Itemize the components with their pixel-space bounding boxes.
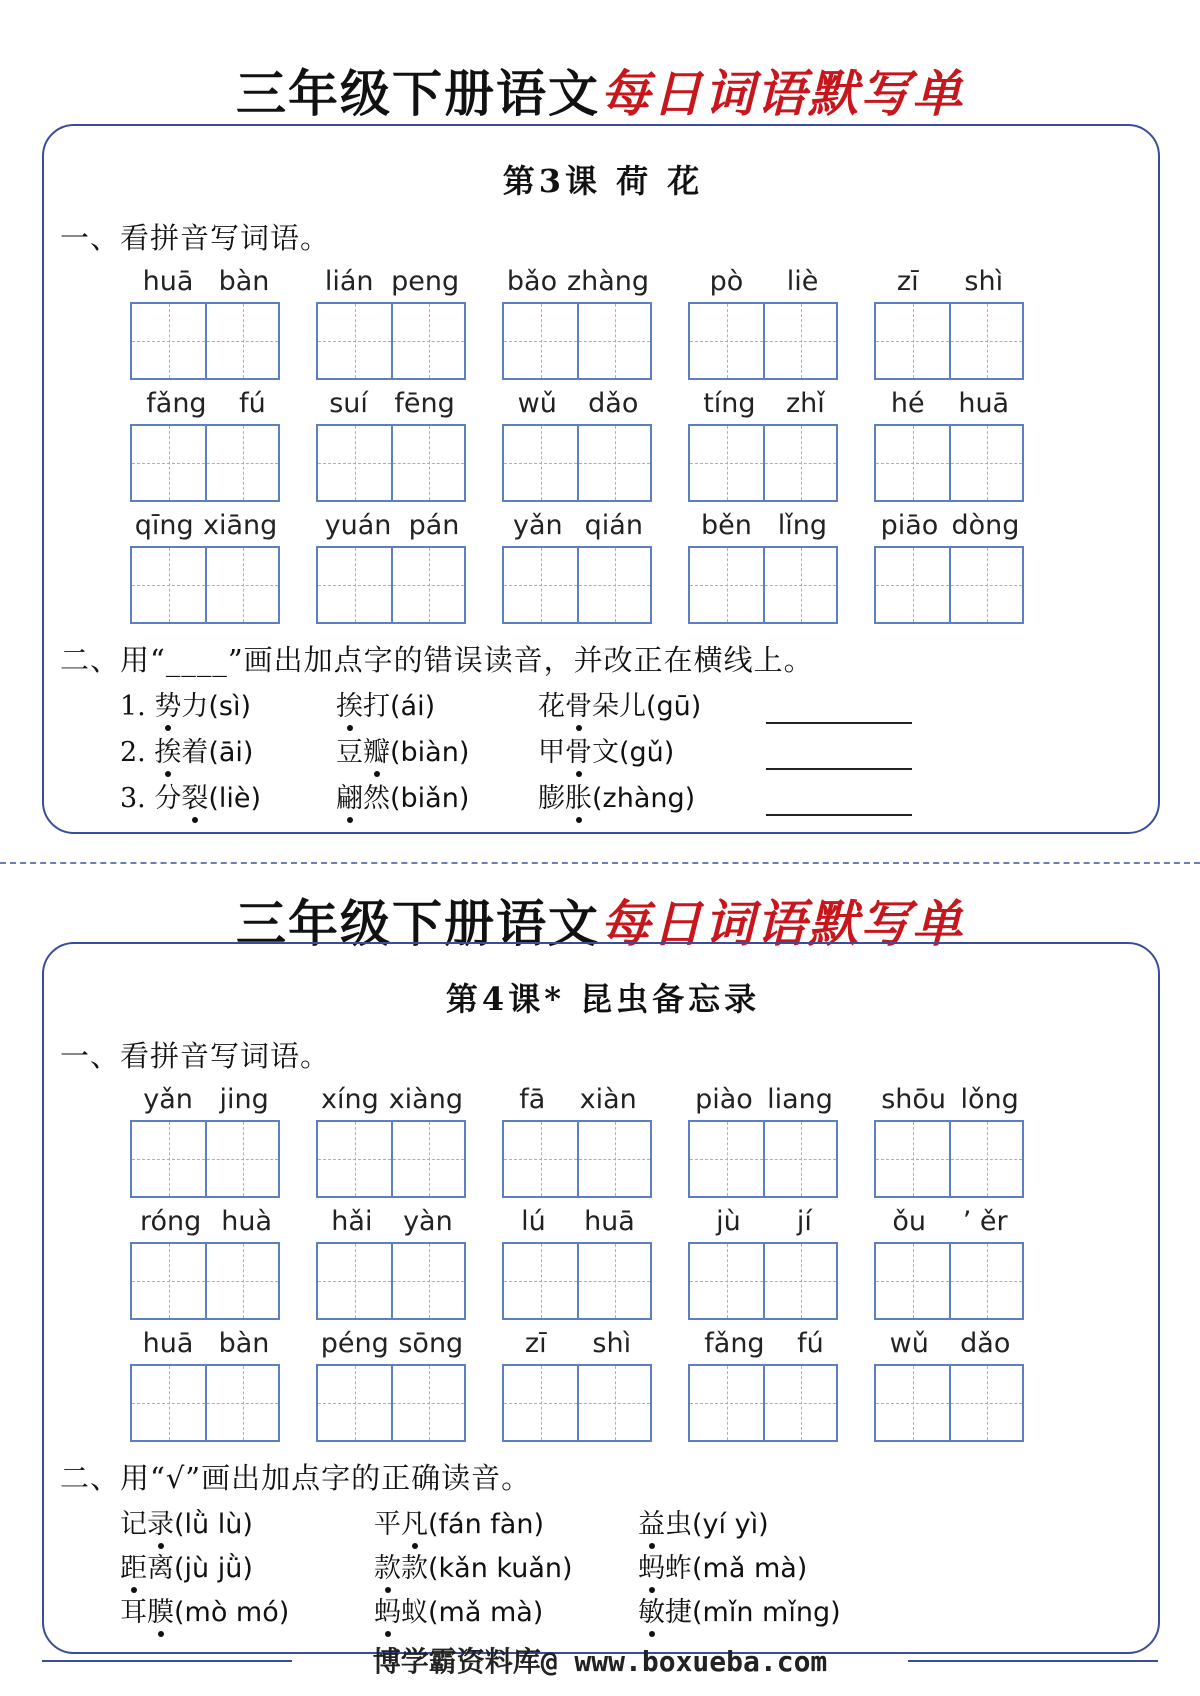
tianzige-cell[interactable] <box>132 426 205 500</box>
pinyin-syllable: shōu <box>881 1084 947 1115</box>
pinyin-syllable: liang <box>767 1084 833 1115</box>
tianzige-cell[interactable] <box>690 304 763 378</box>
pinyin-prompt <box>874 388 1026 422</box>
pinyin-prompt <box>688 266 840 300</box>
pinyin-prompt <box>874 1084 1026 1118</box>
tianzige-cell[interactable] <box>876 548 949 622</box>
tianzige-cell[interactable] <box>949 426 1022 500</box>
tianzige-cell[interactable] <box>763 548 836 622</box>
pinyin-syllable: pò <box>709 266 744 297</box>
item-text-prefix: 豆 <box>336 737 363 768</box>
sheet2-choice-item <box>374 1546 573 1585</box>
item-text-reading: 捷(mǐn mǐng) <box>665 1597 841 1628</box>
item-text-reading: 款(kǎn kuǎn) <box>401 1553 573 1584</box>
writing-grid[interactable] <box>688 1120 838 1198</box>
cut-divider <box>0 862 1200 864</box>
tianzige-cell[interactable] <box>504 548 577 622</box>
tianzige-cell[interactable] <box>690 548 763 622</box>
item-text-reading: (mò mó) <box>174 1597 290 1628</box>
item-text-reading: (fán fàn) <box>428 1509 544 1540</box>
sheet2-panel <box>42 942 1160 1654</box>
pinyin-prompt <box>502 510 654 544</box>
sheet2-choice-item <box>120 1546 253 1585</box>
sheet1-error-item <box>538 684 701 723</box>
dotted-character[interactable]: 蚂 <box>638 1546 665 1585</box>
sheet1-error-item <box>538 730 674 769</box>
pinyin-syllable: huā <box>142 1328 194 1359</box>
writing-grid[interactable] <box>316 546 466 624</box>
sheet1-section1-heading: 一、看拼音写词语。 <box>60 221 331 255</box>
pinyin-prompt <box>130 1084 282 1118</box>
tianzige-cell[interactable] <box>205 1122 278 1196</box>
pinyin-syllable: hǎi <box>331 1206 373 1237</box>
sheet2-title-highlight: 每日词语默写单 <box>600 894 964 953</box>
tianzige-cell[interactable] <box>391 1244 464 1318</box>
pinyin-prompt <box>316 388 468 422</box>
sheet1-error-item <box>120 776 261 815</box>
sheet1-title <box>0 54 1200 126</box>
pinyin-syllable: jù <box>716 1206 741 1237</box>
sheet1-title-main: 三年级下册语文 <box>236 64 600 123</box>
pinyin-prompt <box>874 266 1026 300</box>
writing-grid[interactable] <box>874 424 1024 502</box>
tianzige-cell[interactable] <box>876 1244 949 1318</box>
tianzige-cell[interactable] <box>318 304 391 378</box>
tianzige-cell[interactable] <box>577 548 650 622</box>
pinyin-prompt <box>502 388 654 422</box>
tianzige-cell[interactable] <box>763 426 836 500</box>
pinyin-syllable: xiàng <box>388 1084 463 1115</box>
item-text-reading: 离(jù jǜ) <box>147 1553 253 1584</box>
sheet1-lesson-title: 第3课 荷 花 <box>502 162 704 200</box>
sheet1-error-item <box>120 730 253 769</box>
item-text-reading: 朵儿(gū) <box>592 691 702 722</box>
pinyin-prompt <box>502 1084 654 1118</box>
writing-grid[interactable] <box>688 1242 838 1320</box>
tianzige-cell[interactable] <box>876 426 949 500</box>
item-text-reading: (liè) <box>208 783 262 814</box>
dotted-character[interactable]: 敏 <box>638 1590 665 1629</box>
pinyin-syllable: fú <box>239 388 266 419</box>
tianzige-cell[interactable] <box>690 1244 763 1318</box>
item-text-reading: 打(ái) <box>363 691 436 722</box>
pinyin-syllable: bàn <box>218 1328 270 1359</box>
pinyin-syllable: ’ ěr <box>962 1206 1008 1237</box>
writing-grid[interactable] <box>130 1120 280 1198</box>
pinyin-syllable: fēng <box>394 388 455 419</box>
pinyin-syllable: wǔ <box>517 388 557 419</box>
pinyin-syllable: piāo <box>880 510 939 541</box>
dotted-character[interactable]: 挨 <box>336 684 363 723</box>
pinyin-prompt <box>688 510 840 544</box>
tianzige-cell[interactable] <box>132 1366 205 1440</box>
pinyin-prompt <box>874 510 1026 544</box>
pinyin-syllable: lú <box>521 1206 546 1237</box>
writing-grid[interactable] <box>874 546 1024 624</box>
writing-grid[interactable] <box>688 424 838 502</box>
item-text-reading: 然(biǎn) <box>363 783 470 814</box>
pinyin-syllable: lǐng <box>777 510 828 541</box>
tianzige-cell[interactable] <box>132 1122 205 1196</box>
writing-grid[interactable] <box>130 424 280 502</box>
pinyin-syllable: dǎo <box>960 1328 1011 1359</box>
writing-grid[interactable] <box>502 546 652 624</box>
pinyin-syllable: qīng <box>134 510 194 541</box>
dotted-character[interactable]: 骨 <box>565 684 592 723</box>
writing-grid[interactable] <box>688 302 838 380</box>
pinyin-syllable: yàn <box>403 1206 453 1237</box>
pinyin-prompt <box>874 1328 1026 1362</box>
dotted-character[interactable]: 凡 <box>401 1502 428 1541</box>
answer-blank-line[interactable] <box>766 814 912 816</box>
item-text-reading: 虫(yí yì) <box>665 1509 769 1540</box>
item-text-prefix: 膨 <box>538 783 565 814</box>
tianzige-cell[interactable] <box>318 426 391 500</box>
pinyin-syllable: shì <box>592 1328 632 1359</box>
answer-blank-line[interactable] <box>766 768 912 770</box>
item-text-reading: (zhàng) <box>592 783 696 814</box>
tianzige-cell[interactable] <box>763 1244 836 1318</box>
writing-grid[interactable] <box>316 424 466 502</box>
pinyin-prompt <box>316 1084 468 1118</box>
pinyin-syllable: yuán <box>324 510 392 541</box>
pinyin-syllable: qián <box>584 510 643 541</box>
item-text-reading: 蚱(mǎ mà) <box>665 1553 808 1584</box>
writing-grid[interactable] <box>316 302 466 380</box>
sheet2-title-main: 三年级下册语文 <box>236 894 600 953</box>
writing-grid[interactable] <box>502 1242 652 1320</box>
sheet1-section2-heading: 二、用“____”画出加点字的错误读音，并改正在横线上。 <box>60 643 814 677</box>
pinyin-prompt <box>688 1084 840 1118</box>
writing-grid[interactable] <box>502 1120 652 1198</box>
pinyin-syllable: yǎn <box>513 510 563 541</box>
sheet1-error-item <box>336 776 469 815</box>
writing-grid[interactable] <box>130 302 280 380</box>
pinyin-syllable: lǒng <box>960 1084 1019 1115</box>
tianzige-cell[interactable] <box>504 1122 577 1196</box>
footer-watermark: 博学霸资料库@ www.boxueba.com <box>372 1645 828 1678</box>
pinyin-syllable: pán <box>408 510 460 541</box>
dotted-character[interactable]: 款 <box>374 1546 401 1585</box>
pinyin-syllable: zhǐ <box>785 388 825 419</box>
writing-grid[interactable] <box>130 1242 280 1320</box>
sheet1-error-item <box>120 684 251 723</box>
pinyin-syllable: xiàn <box>579 1084 637 1115</box>
pinyin-syllable: zī <box>896 266 919 297</box>
pinyin-syllable: dòng <box>951 510 1020 541</box>
item-text-prefix: 1. <box>120 691 155 722</box>
item-text-reading: 蚁(mǎ mà) <box>401 1597 544 1628</box>
tianzige-cell[interactable] <box>205 1366 278 1440</box>
dotted-character[interactable]: 距 <box>120 1546 147 1585</box>
writing-grid[interactable] <box>874 1120 1024 1198</box>
tianzige-cell[interactable] <box>690 1122 763 1196</box>
item-text-prefix: 甲 <box>538 737 565 768</box>
writing-grid[interactable] <box>316 1364 466 1442</box>
pinyin-syllable: hé <box>890 388 925 419</box>
pinyin-syllable: ǒu <box>892 1206 926 1237</box>
pinyin-syllable: běn <box>700 510 752 541</box>
tianzige-cell[interactable] <box>205 1244 278 1318</box>
tianzige-cell[interactable] <box>132 304 205 378</box>
tianzige-cell[interactable] <box>391 548 464 622</box>
pinyin-syllable: róng <box>139 1206 202 1237</box>
tianzige-cell[interactable] <box>577 1366 650 1440</box>
pinyin-syllable: jí <box>796 1206 812 1237</box>
item-text-reading: 力(sì) <box>181 691 251 722</box>
sheet2-choice-item <box>120 1502 253 1541</box>
dotted-character[interactable]: 录 <box>147 1502 174 1541</box>
pinyin-syllable: wǔ <box>889 1328 929 1359</box>
pinyin-syllable: suí <box>329 388 368 419</box>
writing-grid[interactable] <box>874 1364 1024 1442</box>
item-text-reading: (lǜ lù) <box>174 1509 253 1540</box>
pinyin-syllable: péng <box>320 1328 389 1359</box>
tianzige-cell[interactable] <box>391 1122 464 1196</box>
pinyin-prompt <box>316 1206 468 1240</box>
writing-grid[interactable] <box>316 1242 466 1320</box>
tianzige-cell[interactable] <box>577 1244 650 1318</box>
answer-blank-line[interactable] <box>766 722 912 724</box>
tianzige-cell[interactable] <box>690 426 763 500</box>
tianzige-cell[interactable] <box>949 1244 1022 1318</box>
pinyin-syllable: huā <box>958 388 1010 419</box>
tianzige-cell[interactable] <box>504 1244 577 1318</box>
sheet2-section1-heading: 一、看拼音写词语。 <box>60 1039 331 1073</box>
tianzige-cell[interactable] <box>318 1366 391 1440</box>
dotted-character[interactable]: 胀 <box>565 776 592 815</box>
pinyin-syllable: sōng <box>398 1328 464 1359</box>
pinyin-prompt <box>688 1328 840 1362</box>
tianzige-cell[interactable] <box>504 1366 577 1440</box>
pinyin-syllable: huà <box>221 1206 273 1237</box>
writing-grid[interactable] <box>130 1364 280 1442</box>
sheet2-choice-item <box>638 1590 841 1629</box>
pinyin-syllable: dǎo <box>588 388 639 419</box>
pinyin-syllable: jing <box>219 1084 269 1115</box>
writing-grid[interactable] <box>316 1120 466 1198</box>
tianzige-cell[interactable] <box>763 1366 836 1440</box>
writing-grid[interactable] <box>688 546 838 624</box>
pinyin-syllable: xiāng <box>203 510 278 541</box>
tianzige-cell[interactable] <box>132 1244 205 1318</box>
tianzige-cell[interactable] <box>577 304 650 378</box>
pinyin-syllable: zhàng <box>566 266 650 297</box>
pinyin-syllable: liè <box>786 266 819 297</box>
pinyin-prompt <box>130 266 282 300</box>
tianzige-cell[interactable] <box>504 304 577 378</box>
tianzige-cell[interactable] <box>876 1366 949 1440</box>
tianzige-cell[interactable] <box>318 1122 391 1196</box>
pinyin-prompt <box>688 1206 840 1240</box>
dotted-character[interactable]: 益 <box>638 1502 665 1541</box>
pinyin-prompt <box>874 1206 1026 1240</box>
pinyin-syllable: peng <box>391 266 460 297</box>
writing-grid[interactable] <box>130 546 280 624</box>
dotted-character[interactable]: 蚂 <box>374 1590 401 1629</box>
dotted-character[interactable]: 翩 <box>336 776 363 815</box>
tianzige-cell[interactable] <box>318 548 391 622</box>
tianzige-cell[interactable] <box>876 1122 949 1196</box>
pinyin-syllable: bǎo <box>506 266 558 297</box>
writing-grid[interactable] <box>874 302 1024 380</box>
writing-grid[interactable] <box>502 1364 652 1442</box>
tianzige-cell[interactable] <box>949 1122 1022 1196</box>
sheet2-choice-item <box>638 1502 769 1541</box>
pinyin-syllable: fú <box>797 1328 824 1359</box>
tianzige-cell[interactable] <box>577 426 650 500</box>
pinyin-prompt <box>316 510 468 544</box>
pinyin-prompt <box>130 1206 282 1240</box>
pinyin-syllable: tíng <box>703 388 756 419</box>
pinyin-syllable: huā <box>584 1206 635 1237</box>
dotted-character[interactable]: 瓣 <box>363 730 390 769</box>
sheet2-choice-item <box>120 1590 289 1629</box>
pinyin-syllable: zī <box>524 1328 547 1359</box>
tianzige-cell[interactable] <box>876 304 949 378</box>
dotted-character[interactable]: 势 <box>154 684 181 723</box>
sheet2-section2-heading: 二、用“√”画出加点字的正确读音。 <box>60 1461 532 1495</box>
tianzige-cell[interactable] <box>763 1122 836 1196</box>
sheet2-choice-item <box>638 1546 807 1585</box>
sheet2-choice-item <box>374 1590 543 1629</box>
pinyin-syllable: yǎn <box>143 1084 193 1115</box>
tianzige-cell[interactable] <box>504 426 577 500</box>
tianzige-cell[interactable] <box>205 426 278 500</box>
dotted-character[interactable]: 裂 <box>181 776 208 815</box>
pinyin-prompt <box>688 388 840 422</box>
sheet1-panel <box>42 124 1160 834</box>
pinyin-prompt <box>316 1328 468 1362</box>
pinyin-prompt <box>130 510 282 544</box>
pinyin-syllable: huā <box>142 266 194 297</box>
pinyin-syllable: shì <box>964 266 1004 297</box>
pinyin-prompt <box>130 1328 282 1362</box>
tianzige-cell[interactable] <box>690 1366 763 1440</box>
tianzige-cell[interactable] <box>132 548 205 622</box>
pinyin-syllable: fǎng <box>704 1328 765 1359</box>
dotted-character[interactable]: 骨 <box>565 730 592 769</box>
tianzige-cell[interactable] <box>763 304 836 378</box>
item-text-prefix: 花 <box>538 691 565 722</box>
writing-grid[interactable] <box>688 1364 838 1442</box>
writing-grid[interactable] <box>502 302 652 380</box>
pinyin-prompt <box>502 266 654 300</box>
item-text-prefix: 3. 分 <box>120 783 182 814</box>
pinyin-syllable: xíng <box>320 1084 379 1115</box>
item-text-prefix: 记 <box>120 1509 147 1540</box>
pinyin-syllable: lián <box>324 266 374 297</box>
sheet1-title-highlight: 每日词语默写单 <box>600 64 964 123</box>
sheet2-choice-item <box>374 1502 544 1541</box>
tianzige-cell[interactable] <box>205 304 278 378</box>
footer-rule-right <box>908 1660 1158 1662</box>
item-text-reading: 文(gǔ) <box>592 737 675 768</box>
dotted-character[interactable]: 膜 <box>147 1590 174 1629</box>
dotted-character[interactable]: 挨 <box>154 730 181 769</box>
item-text-prefix: 耳 <box>120 1597 147 1628</box>
pinyin-prompt <box>316 266 468 300</box>
item-text-prefix: 2. <box>120 737 155 768</box>
tianzige-cell[interactable] <box>391 1366 464 1440</box>
pinyin-syllable: bàn <box>218 266 270 297</box>
sheet1-error-item <box>538 776 695 815</box>
pinyin-prompt <box>130 388 282 422</box>
tianzige-cell[interactable] <box>318 1244 391 1318</box>
item-text-reading: 着(āi) <box>181 737 254 768</box>
pinyin-syllable: piào <box>695 1084 753 1115</box>
sheet2-lesson-title: 第4课* 昆虫备忘录 <box>445 980 761 1018</box>
item-text-prefix: 平 <box>374 1509 401 1540</box>
sheet1-error-item <box>336 684 435 723</box>
writing-grid[interactable] <box>502 424 652 502</box>
tianzige-cell[interactable] <box>949 548 1022 622</box>
pinyin-syllable: fā <box>519 1084 546 1115</box>
tianzige-cell[interactable] <box>391 426 464 500</box>
writing-grid[interactable] <box>874 1242 1024 1320</box>
pinyin-prompt <box>502 1206 654 1240</box>
sheet1-error-item <box>336 730 469 769</box>
pinyin-prompt <box>502 1328 654 1362</box>
tianzige-cell[interactable] <box>577 1122 650 1196</box>
tianzige-cell[interactable] <box>949 304 1022 378</box>
item-text-reading: (biàn) <box>390 737 470 768</box>
tianzige-cell[interactable] <box>391 304 464 378</box>
tianzige-cell[interactable] <box>205 548 278 622</box>
tianzige-cell[interactable] <box>949 1366 1022 1440</box>
pinyin-syllable: fǎng <box>146 388 207 419</box>
